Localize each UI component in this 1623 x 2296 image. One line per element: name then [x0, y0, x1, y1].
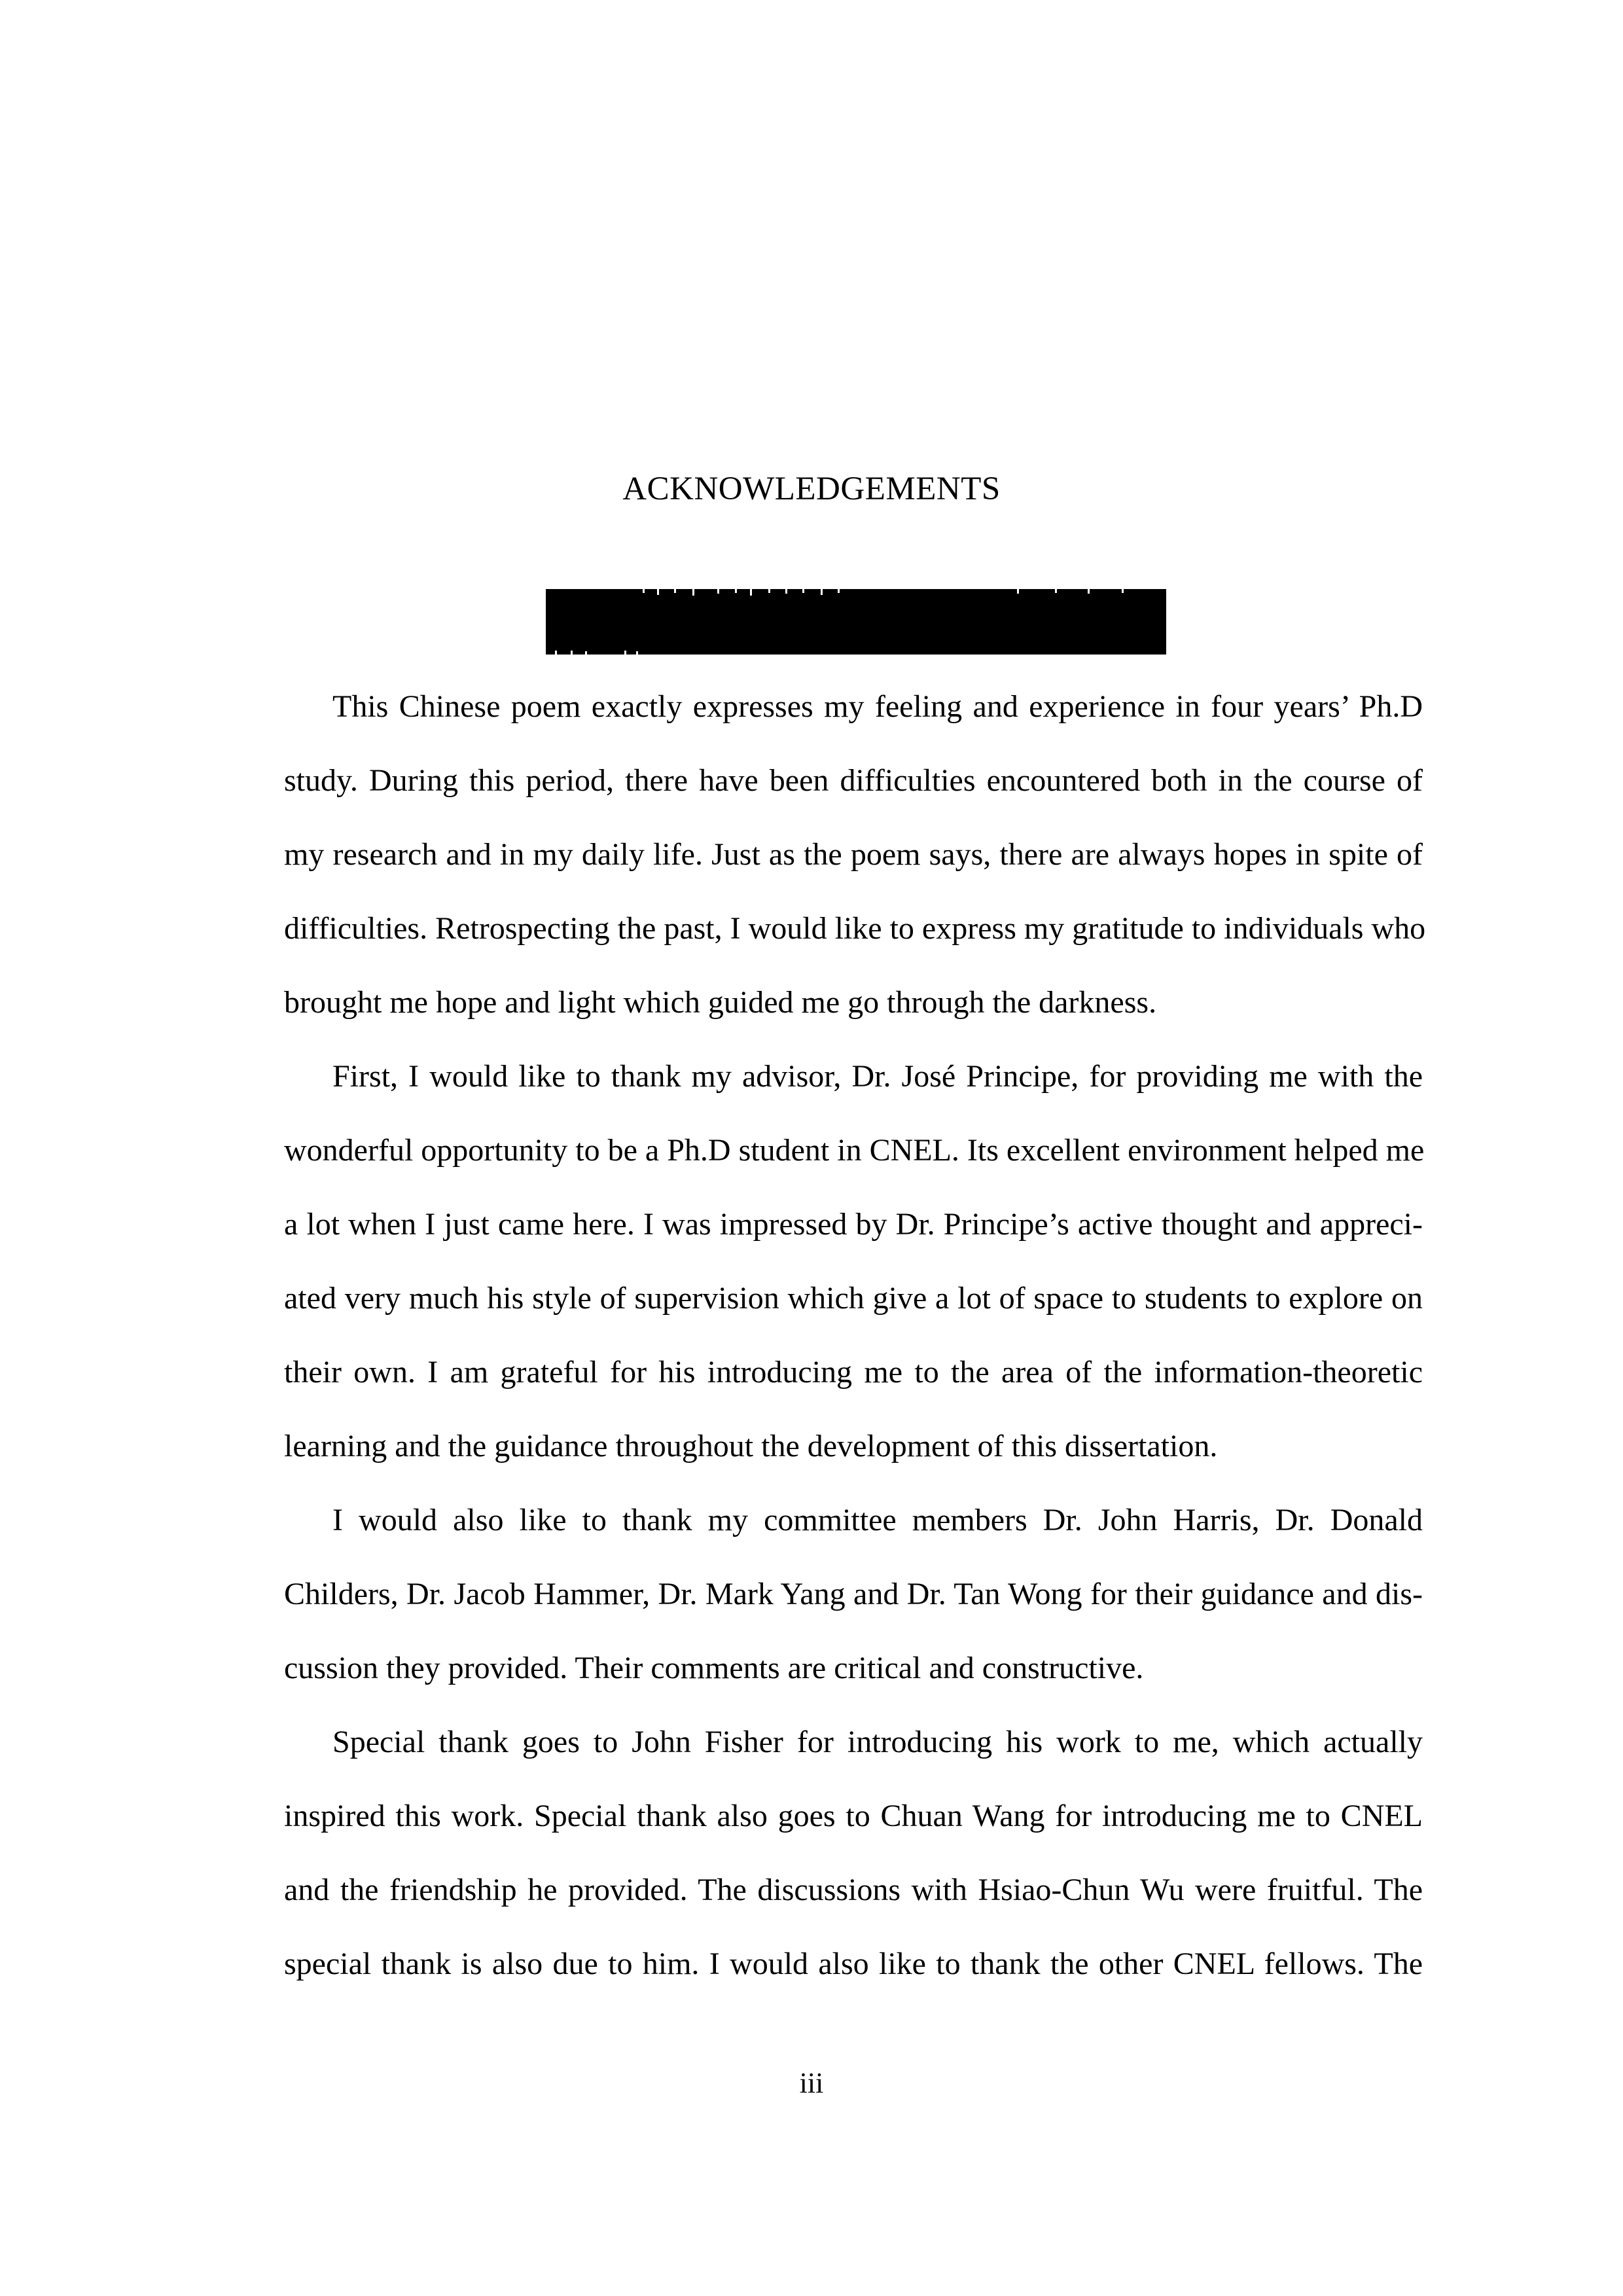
text-line: learning and the guidance throughout the development of this dissertation.	[284, 1429, 1218, 1463]
poem-glyph-fragment	[643, 589, 645, 593]
text-line: brought me hope and light which guided me go through the darkness.	[284, 985, 1157, 1020]
poem-glyph-fragment	[750, 589, 752, 596]
poem-glyph-fragment	[717, 589, 719, 594]
paragraph	[284, 1483, 1423, 1705]
text-line: First, I would like to thank my advisor, Dr. José Principe, for providing me with the	[332, 1059, 1423, 1094]
paragraph	[284, 670, 1426, 1039]
poem-glyph-fragment	[1088, 589, 1090, 594]
poem-glyph-fragment	[1017, 589, 1019, 594]
poem-glyph-fragment	[1122, 589, 1124, 593]
poem-glyph-fragment	[636, 651, 638, 655]
paragraph	[284, 1705, 1423, 2001]
text-line: Childers, Dr. Jacob Hammer, Dr. Mark Yang and Dr. Tan Wong for their guidance and dis-	[284, 1577, 1423, 1611]
poem-glyph-fragment	[692, 589, 694, 596]
paragraph	[284, 1039, 1423, 1483]
poem-glyph-fragment	[821, 589, 823, 595]
poem-glyph-fragment	[768, 589, 770, 593]
text-line: ated very much his style of supervision which give a lot of space to students to explore on	[284, 1281, 1423, 1316]
poem-glyph-fragment	[555, 651, 557, 655]
redacted-poem-image	[546, 589, 1166, 655]
poem-glyph-fragment	[735, 589, 737, 593]
poem-glyph-fragment	[585, 651, 587, 655]
text-line: wonderful opportunity to be a Ph.D student in CNEL. Its excellent environment helped me	[284, 1133, 1425, 1168]
text-line: my research and in my daily life. Just as the poem says, there are always hopes in spite of	[284, 837, 1423, 872]
text-line: special thank is also due to him. I would also like to thank the other CNEL fellows. The	[284, 1946, 1423, 1981]
text-line: a lot when I just came here. I was impressed by Dr. Principe’s active thought and appreci-	[284, 1207, 1423, 1242]
poem-glyph-fragment	[657, 589, 659, 595]
text-line: inspired this work. Special thank also goes to Chuan Wang for introducing me to CNEL	[284, 1799, 1423, 1833]
text-line: cussion they provided. Their comments are critical and constructive.	[284, 1651, 1144, 1685]
page-title: ACKNOWLEDGEMENTS	[622, 471, 1001, 507]
text-line: their own. I am grateful for his introducing me to the area of the information-theoretic	[284, 1355, 1423, 1390]
page-number: iii	[799, 2067, 824, 2099]
acknowledgements-body	[284, 670, 1426, 2001]
poem-glyph-fragment	[785, 589, 787, 594]
text-line: Special thank goes to John Fisher for introducing his work to me, which actually	[332, 1725, 1423, 1759]
poem-glyph-fragment	[838, 589, 840, 593]
poem-glyph-fragment	[1055, 589, 1057, 593]
text-line: I would also like to thank my committee members Dr. John Harris, Dr. Donald	[332, 1503, 1423, 1537]
poem-glyph-fragment	[674, 589, 676, 593]
text-line: and the friendship he provided. The discussions with Hsiao-Chun Wu were fruitful. The	[284, 1873, 1423, 1907]
poem-glyph-fragment	[571, 651, 573, 655]
poem-glyph-fragment	[624, 651, 626, 655]
text-line: difficulties. Retrospecting the past, I would like to express my gratitude to individuals who	[284, 911, 1426, 946]
poem-glyph-fragment	[802, 589, 804, 593]
text-line: This Chinese poem exactly expresses my feeling and experience in four years’ Ph.D	[332, 689, 1423, 724]
text-line: study. During this period, there have been difficulties encountered both in the course of	[284, 763, 1423, 798]
